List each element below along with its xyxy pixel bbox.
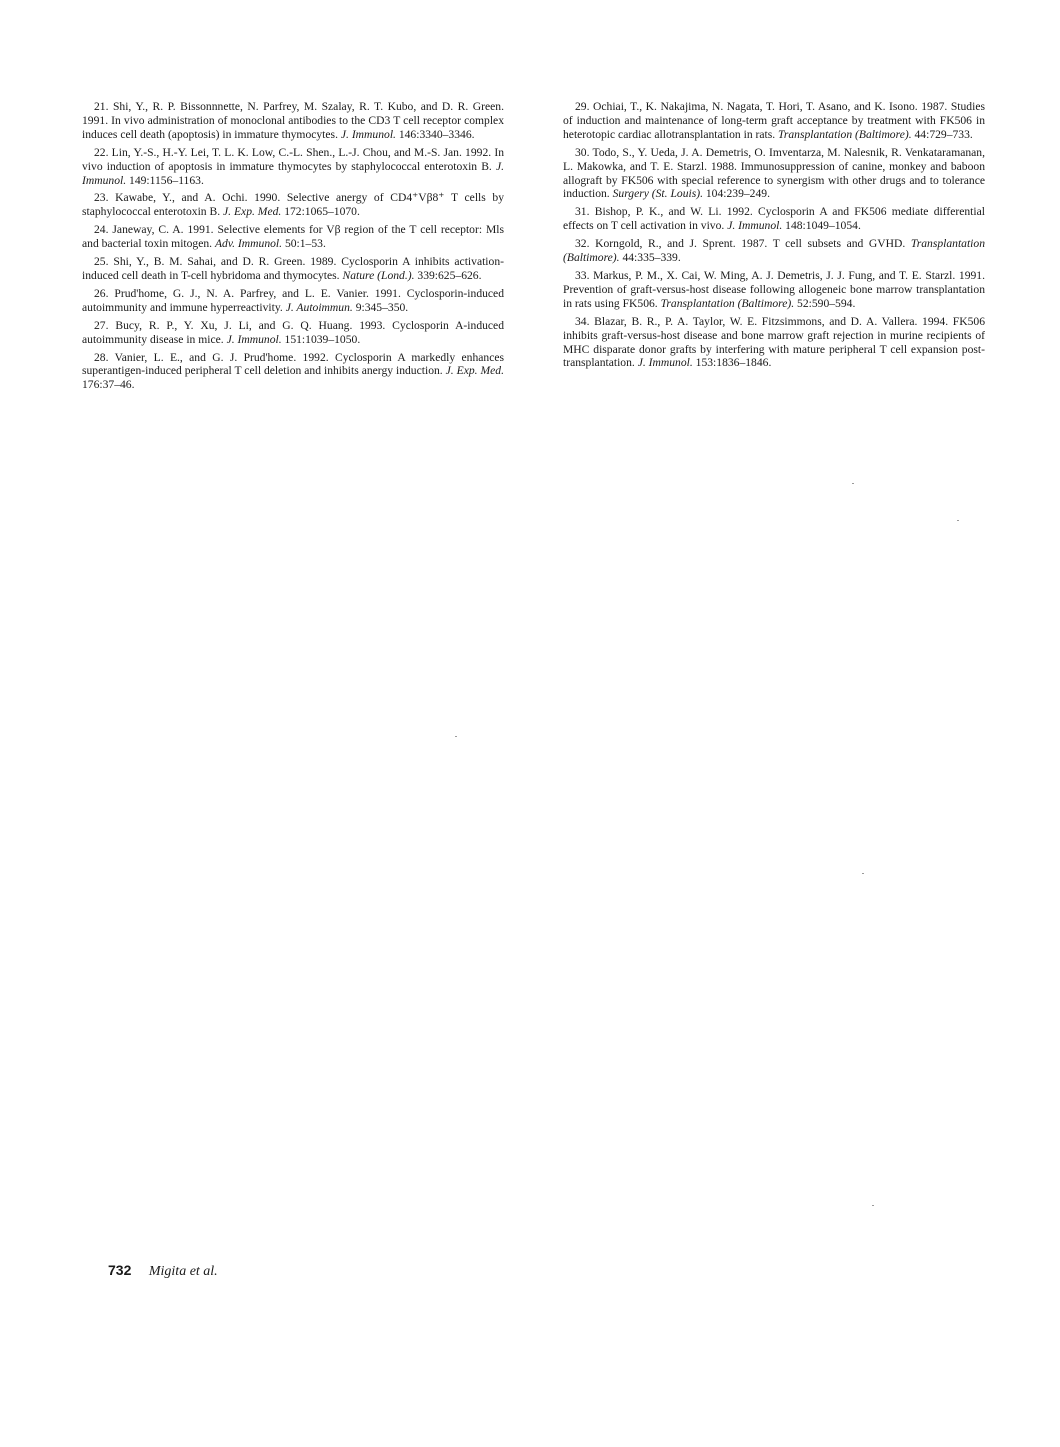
scan-speck (872, 1205, 874, 1206)
reference-citation: 52:590–594. (794, 296, 856, 310)
reference-citation: 104:239–249. (702, 187, 770, 201)
reference-journal: J. Immunol. (82, 159, 504, 187)
reference-column-right (563, 100, 985, 374)
reference-text: 25. Shi, Y., B. M. Sahai, and D. R. Green. 1989. Cyclosporin A inhibits activation-induced cell death in T-cell hybridoma and thymocytes. (82, 255, 504, 282)
reference-entry (563, 100, 985, 142)
reference-journal: Transplantation (Baltimore). (563, 237, 985, 265)
reference-citation: 146:3340–3346. (395, 127, 475, 141)
reference-text: 34. Blazar, B. R., P. A. Taylor, W. E. Fitzsimmons, and D. A. Vallera. 1994. FK506 inhibits graft-versus-host disease and bone marrow graft rejection in murine recipients of MHC disparate donor grafts by interfering with mature peripheral T cell expansion post-transplantation. (563, 314, 985, 370)
reference-journal: Surgery (St. Louis). (612, 187, 703, 201)
reference-citation: 176:37–46. (82, 378, 135, 392)
reference-journal: J. Exp. Med. (223, 205, 282, 219)
page-footer (108, 1262, 218, 1280)
reference-column-left (82, 100, 504, 396)
running-head: Migita et al. (148, 1264, 218, 1279)
reference-journal: J. Immunol. (637, 356, 693, 370)
reference-journal: Adv. Immunol. (214, 237, 283, 251)
reference-entry (563, 269, 985, 311)
reference-citation: 148:1049–1054. (782, 219, 861, 233)
reference-journal: J. Immunol. (727, 219, 783, 233)
reference-citation: 44:729–733. (911, 127, 973, 141)
reference-entry (82, 146, 504, 188)
reference-entry (82, 351, 504, 393)
reference-journal: Transplantation (Baltimore). (660, 296, 795, 310)
reference-citation: 50:1–53. (282, 237, 326, 251)
reference-entry (82, 287, 504, 315)
reference-entry (82, 319, 504, 347)
reference-text: 22. Lin, Y.-S., H.-Y. Lei, T. L. K. Low, C.-L. Shen., L.-J. Chou, and M.-S. Jan. 1992. In vivo induction of apoptosis in immature thymocytes by staphylococcal enterotoxin B. (82, 145, 504, 173)
reference-entry (82, 191, 504, 219)
reference-text: 23. Kawabe, Y., and A. Ochi. 1990. Selective anergy of CD4⁺Vβ8⁺ T cells by staphylococcal enterotoxin B. (82, 191, 504, 219)
reference-entry (82, 100, 504, 142)
reference-entry (563, 237, 985, 265)
reference-citation: 339:625–626. (414, 268, 482, 282)
reference-journal: Transplantation (Baltimore). (778, 127, 912, 141)
scan-speck (862, 873, 864, 874)
scan-speck (455, 736, 457, 737)
reference-entry (563, 315, 985, 371)
reference-citation: 153:1836–1846. (692, 356, 772, 370)
reference-journal: J. Exp. Med. (445, 364, 505, 378)
reference-journal: Nature (Lond.). (342, 268, 415, 282)
reference-text: 27. Bucy, R. P., Y. Xu, J. Li, and G. Q. Huang. 1993. Cyclosporin A-induced autoimmunity disease in mice. (82, 318, 504, 346)
reference-journal: J. Autoimmun. (285, 300, 353, 314)
reference-text: 24. Janeway, C. A. 1991. Selective elements for Vβ region of the T cell receptor: Mls and bacterial toxin mitogen. (82, 223, 504, 251)
scan-speck (957, 520, 959, 521)
reference-journal: J. Immunol. (340, 127, 396, 141)
scan-speck (852, 483, 854, 484)
reference-text: 21. Shi, Y., R. P. Bissonnnette, N. Parfrey, M. Szalay, R. T. Kubo, and D. R. Green. 1991. In vivo administration of monoclonal antibodies to the CD3 T cell receptor complex induces cell death (apoptosis) in immature thymocytes. (82, 100, 504, 141)
reference-citation: 151:1039–1050. (281, 332, 361, 346)
reference-text: 33. Markus, P. M., X. Cai, W. Ming, A. J. Demetris, J. J. Fung, and T. E. Starzl. 1991. Prevention of graft-versus-host disease following allogeneic bone marrow transplantation in rats using FK506. (563, 268, 985, 310)
reference-citation: 149:1156–1163. (126, 173, 204, 187)
reference-journal: J. Immunol. (226, 332, 282, 346)
reference-text: 32. Korngold, R., and J. Sprent. 1987. T cell subsets and GVHD. (575, 237, 911, 251)
reference-text: 31. Bishop, P. K., and W. Li. 1992. Cyclosporin A and FK506 mediate differential effects on T cell activation in vivo. (563, 205, 985, 233)
reference-entry (563, 205, 985, 233)
reference-text: 30. Todo, S., Y. Ueda, J. A. Demetris, O. Imventarza, M. Nalesnik, R. Venkataramanan, L. Makowka, and T. E. Starzl. 1988. Immunosuppression of canine, monkey and baboon allograft by FK506 with special reference to synergism with other drugs and to tolerance induction. (563, 145, 985, 201)
reference-citation: 9:345–350. (352, 300, 409, 314)
reference-entry (82, 255, 504, 283)
reference-entry (563, 146, 985, 202)
reference-text: 26. Prud'home, G. J., N. A. Parfrey, and L. E. Vanier. 1991. Cyclosporin-induced autoimmunity and immune hyperreactivity. (82, 286, 504, 314)
reference-citation: 172:1065–1070. (281, 205, 360, 219)
reference-citation: 44:335–339. (619, 251, 681, 265)
reference-text: 28. Vanier, L. E., and G. J. Prud'home. 1992. Cyclosporin A markedly enhances superantigen-induced peripheral T cell deletion and inhibits anergy induction. (82, 350, 504, 378)
page-number: 732 (108, 1262, 132, 1278)
reference-text: 29. Ochiai, T., K. Nakajima, N. Nagata, T. Hori, T. Asano, and K. Isono. 1987. Studies of induction and maintenance of long-term graft acceptance by treatment with FK506 in heterotopic cardiac allotransplantation in rats. (563, 100, 985, 141)
reference-entry (82, 223, 504, 251)
